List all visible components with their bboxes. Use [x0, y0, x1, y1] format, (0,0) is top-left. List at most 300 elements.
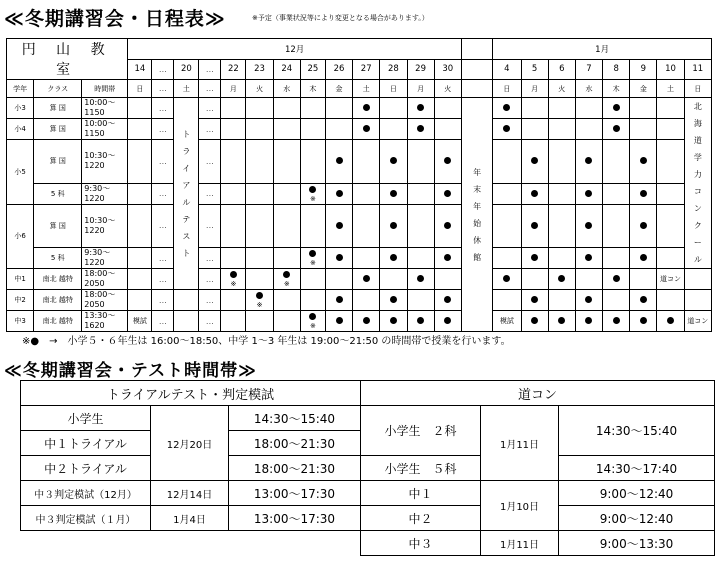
date-body-cell [407, 119, 434, 140]
test-name: 中１ [361, 481, 481, 506]
weekday-cell: … [152, 80, 174, 98]
date-body-cell: … [152, 311, 174, 332]
class-day-dot [230, 271, 237, 278]
date-cell: 14 [128, 59, 152, 80]
moshi-label: 模試 [499, 317, 514, 325]
test-time: 13:00〜17:30 [229, 481, 361, 506]
date-body-cell [630, 98, 657, 119]
date-body-cell: … [199, 98, 221, 119]
date-body-cell [603, 140, 630, 184]
date-body-cell [434, 119, 461, 140]
test-time: 9:00〜13:30 [559, 531, 715, 556]
date-body-cell [128, 311, 152, 332]
date-body-cell [493, 269, 521, 290]
date-body-cell [273, 204, 300, 248]
date-body-cell [273, 311, 300, 332]
date-body-cell [684, 269, 711, 290]
class-day-dot [363, 317, 370, 324]
time-cell: 18:00〜 2050 [82, 290, 128, 311]
date-body-cell [174, 311, 199, 332]
docon-cell: 北 海 道 学 力 コ ン ク ー ル [684, 98, 711, 269]
date-body-cell [548, 119, 575, 140]
date-body-cell [493, 311, 521, 332]
class-day-dot [613, 104, 620, 111]
note-mark: ※ [256, 301, 263, 309]
class-day-dot [531, 222, 538, 229]
weekday-cell: 土 [174, 80, 199, 98]
date-body-cell [128, 140, 152, 184]
date-body-cell [300, 98, 325, 119]
date-body-cell [273, 248, 300, 269]
weekday-cell: 火 [246, 80, 273, 98]
date-body-cell [575, 183, 602, 204]
date-cell: 11 [684, 59, 711, 80]
date-body-cell [221, 269, 246, 290]
date-body-cell: … [152, 248, 174, 269]
date-body-cell [407, 269, 434, 290]
date-body-cell [221, 204, 246, 248]
date-body-cell [575, 204, 602, 248]
note-mark: ※ [230, 280, 237, 288]
date-body-cell [246, 269, 273, 290]
class-cell: 算 国 [34, 119, 82, 140]
date-body-cell [603, 269, 630, 290]
date-body-cell [407, 248, 434, 269]
class-cell: 5 科 [34, 248, 82, 269]
date-body-cell [128, 204, 152, 248]
date-body-cell: … [199, 290, 221, 311]
date-body-cell [128, 248, 152, 269]
date-cell: 22 [221, 59, 246, 80]
class-day-dot [585, 254, 592, 261]
class-day-dot [531, 317, 538, 324]
date-body-cell: … [199, 119, 221, 140]
note-mark: ※ [283, 280, 290, 288]
date-body-cell [325, 311, 352, 332]
class-day-dot [417, 317, 424, 324]
date-body-cell [407, 204, 434, 248]
date-body-cell [380, 119, 407, 140]
class-day-dot [390, 157, 397, 164]
class-day-dot [613, 125, 620, 132]
class-day-dot [336, 190, 343, 197]
date-body-cell [575, 140, 602, 184]
class-day-dot [585, 317, 592, 324]
date-body-cell [548, 140, 575, 184]
date-body-cell [353, 98, 380, 119]
date-body-cell [521, 290, 548, 311]
test-time: 18:00〜21:30 [229, 456, 361, 481]
date-body-cell [221, 183, 246, 204]
date-body-cell [273, 269, 300, 290]
class-cell: 南北 越特 [34, 290, 82, 311]
holiday-cell: 年 末 年 始 休 館 [461, 98, 492, 332]
date-body-cell [353, 290, 380, 311]
class-header: クラス [34, 80, 82, 98]
time-cell: 10:00〜 1150 [82, 98, 128, 119]
date-body-cell: … [152, 290, 174, 311]
test-date: 12月14日 [151, 481, 229, 506]
date-body-cell [603, 311, 630, 332]
weekday-cell: 火 [434, 80, 461, 98]
date-body-cell [548, 248, 575, 269]
test-time: 14:30〜15:40 [229, 406, 361, 431]
date-body-cell [493, 119, 521, 140]
date-body-cell [603, 183, 630, 204]
class-day-dot [613, 317, 620, 324]
class-day-dot [283, 271, 290, 278]
date-body-cell [575, 119, 602, 140]
date-cell: 24 [273, 59, 300, 80]
date-body-cell [630, 269, 657, 290]
class-day-dot [390, 222, 397, 229]
class-day-dot [640, 296, 647, 303]
date-body-cell: … [152, 140, 174, 184]
test-time-table [20, 380, 715, 556]
date-body-cell [128, 98, 152, 119]
gap-cell [461, 80, 492, 98]
class-cell: 南北 越特 [34, 311, 82, 332]
date-body-cell [300, 269, 325, 290]
date-cell: 4 [493, 59, 521, 80]
date-body-cell [434, 269, 461, 290]
test-time: 18:00〜21:30 [229, 431, 361, 456]
date-body-cell [273, 119, 300, 140]
date-body-cell [325, 183, 352, 204]
class-day-dot [444, 222, 451, 229]
date-body-cell [630, 204, 657, 248]
date-body-cell [575, 290, 602, 311]
grade-cell: 小4 [7, 119, 34, 140]
grade-cell: 小6 [7, 204, 34, 269]
date-body-cell [246, 248, 273, 269]
moshi-label: 模試 [132, 317, 147, 325]
date-body-cell [657, 98, 684, 119]
date-body-cell [128, 119, 152, 140]
date-body-cell [521, 311, 548, 332]
class-time-note: ※● → 小学５・６年生は 16:00〜18:50、中学 1〜3 年生は 19:00〜21:50 の時間帯で授業を行います。 [22, 336, 511, 347]
class-day-dot [531, 296, 538, 303]
test-time: 9:00〜12:40 [559, 506, 715, 531]
note-mark: ※ [309, 259, 316, 267]
test-date: 12月20日 [151, 406, 229, 481]
class-cell: 南北 越特 [34, 269, 82, 290]
date-body-cell [434, 98, 461, 119]
date-body-cell [657, 183, 684, 204]
date-body-cell [434, 204, 461, 248]
class-day-dot [336, 254, 343, 261]
grade-cell: 中2 [7, 290, 34, 311]
class-day-dot [444, 157, 451, 164]
schedule-table [6, 38, 712, 332]
date-body-cell [603, 204, 630, 248]
date-body-cell [548, 204, 575, 248]
date-body-cell [325, 140, 352, 184]
date-body-cell: … [152, 98, 174, 119]
date-body-cell [246, 290, 273, 311]
date-body-cell [657, 311, 684, 332]
weekday-cell: … [199, 80, 221, 98]
date-body-cell [380, 98, 407, 119]
class-day-dot [640, 190, 647, 197]
date-body-cell [493, 290, 521, 311]
date-body-cell [353, 204, 380, 248]
date-body-cell [246, 204, 273, 248]
class-day-dot [336, 157, 343, 164]
weekday-cell: 金 [325, 80, 352, 98]
class-day-dot [503, 104, 510, 111]
date-body-cell [246, 98, 273, 119]
class-day-dot [256, 292, 263, 299]
class-day-dot [444, 254, 451, 261]
class-day-dot [417, 104, 424, 111]
date-body-cell [630, 119, 657, 140]
date-body-cell [380, 204, 407, 248]
test-name: 中３ [361, 531, 481, 556]
weekday-cell: 木 [300, 80, 325, 98]
date-body-cell [300, 311, 325, 332]
note-mark: ※ [309, 194, 316, 203]
weekday-cell: 水 [575, 80, 602, 98]
schedule-note: ※予定（事業状況等により変更となる場合があります。） [252, 14, 429, 22]
class-day-dot [336, 222, 343, 229]
date-body-cell [300, 248, 325, 269]
section-title: ≪冬期講習会・テスト時間帯≫ [4, 361, 257, 381]
class-day-dot [390, 317, 397, 324]
gap-cell [461, 59, 492, 80]
date-body-cell: … [199, 183, 221, 204]
date-body-cell [407, 290, 434, 311]
date-cell: … [152, 59, 174, 80]
date-body-cell: … [199, 311, 221, 332]
month-january: 1月 [493, 39, 712, 60]
date-body-cell [325, 248, 352, 269]
grade-cell: 中1 [7, 269, 34, 290]
date-body-cell [221, 119, 246, 140]
test-name: 中３判定模試（１月） [21, 506, 151, 531]
class-day-dot [531, 157, 538, 164]
weekday-cell: 土 [353, 80, 380, 98]
date-body-cell [521, 140, 548, 184]
date-body-cell [434, 140, 461, 184]
grade-cell: 小3 [7, 98, 34, 119]
weekday-cell: 日 [128, 80, 152, 98]
test-name: 中２トライアル [21, 456, 151, 481]
date-body-cell [353, 140, 380, 184]
date-body-cell [246, 183, 273, 204]
date-body-cell [493, 98, 521, 119]
date-cell: 26 [325, 59, 352, 80]
date-body-cell [575, 98, 602, 119]
date-body-cell [353, 269, 380, 290]
class-day-dot [585, 222, 592, 229]
page-title: ≪冬期講習会・日程表≫ [4, 8, 226, 30]
class-day-dot [640, 317, 647, 324]
class-day-dot [444, 296, 451, 303]
weekday-cell: 火 [548, 80, 575, 98]
class-day-dot [309, 313, 316, 320]
weekday-cell: 土 [657, 80, 684, 98]
date-body-cell [128, 183, 152, 204]
date-body-cell [684, 290, 711, 311]
date-body-cell [380, 290, 407, 311]
test-name: 小学生 [21, 406, 151, 431]
date-body-cell [521, 119, 548, 140]
date-body-cell [353, 119, 380, 140]
class-day-dot [444, 190, 451, 197]
date-cell: 20 [174, 59, 199, 80]
date-body-cell [657, 290, 684, 311]
test-name: 小学生 ２科 [361, 406, 481, 456]
date-body-cell [603, 248, 630, 269]
date-body-cell [575, 311, 602, 332]
date-cell: 29 [407, 59, 434, 80]
date-body-cell [407, 98, 434, 119]
test-name: 中３判定模試（12月） [21, 481, 151, 506]
class-day-dot [390, 190, 397, 197]
date-body-cell [630, 140, 657, 184]
date-body-cell [521, 269, 548, 290]
date-body-cell [300, 119, 325, 140]
date-body-cell [657, 248, 684, 269]
date-body-cell [300, 290, 325, 311]
date-cell: 23 [246, 59, 273, 80]
date-body-cell [434, 290, 461, 311]
class-day-dot [417, 275, 424, 282]
date-body-cell [521, 183, 548, 204]
class-day-dot [363, 104, 370, 111]
date-body-cell [353, 311, 380, 332]
date-body-cell [353, 248, 380, 269]
date-body-cell: … [152, 119, 174, 140]
time-cell: 9:30〜 1220 [82, 248, 128, 269]
date-body-cell [407, 140, 434, 184]
date-body-cell [174, 290, 199, 311]
date-body-cell [521, 248, 548, 269]
grade-header: 学年 [7, 80, 34, 98]
weekday-cell: 日 [380, 80, 407, 98]
date-body-cell [380, 269, 407, 290]
date-body-cell [603, 119, 630, 140]
class-day-dot [585, 190, 592, 197]
date-body-cell [221, 140, 246, 184]
date-body-cell [325, 204, 352, 248]
class-cell: 算 国 [34, 204, 82, 248]
date-body-cell [493, 183, 521, 204]
date-cell: 27 [353, 59, 380, 80]
date-cell: 8 [603, 59, 630, 80]
date-body-cell [548, 311, 575, 332]
weekday-cell: 月 [407, 80, 434, 98]
class-day-dot [558, 317, 565, 324]
docon-label: 道コン [660, 275, 682, 283]
date-body-cell [493, 140, 521, 184]
class-cell: 5 科 [34, 183, 82, 204]
time-header: 時間帯 [82, 80, 128, 98]
date-body-cell: … [199, 269, 221, 290]
grade-cell: 中3 [7, 311, 34, 332]
test-time: 14:30〜17:40 [559, 456, 715, 481]
weekday-cell: 日 [493, 80, 521, 98]
date-body-cell [657, 269, 684, 290]
date-body-cell [325, 119, 352, 140]
date-body-cell [273, 183, 300, 204]
test-name: 小学生 ５科 [361, 456, 481, 481]
date-body-cell: … [152, 269, 174, 290]
class-day-dot [585, 157, 592, 164]
class-day-dot [585, 296, 592, 303]
date-body-cell [325, 98, 352, 119]
class-day-dot [363, 125, 370, 132]
date-body-cell [128, 269, 152, 290]
date-body-cell [325, 269, 352, 290]
date-body-cell [407, 183, 434, 204]
weekday-cell: 月 [521, 80, 548, 98]
date-body-cell [630, 290, 657, 311]
date-body-cell [273, 290, 300, 311]
date-body-cell [380, 183, 407, 204]
date-body-cell: … [199, 140, 221, 184]
date-body-cell [548, 183, 575, 204]
date-cell: 9 [630, 59, 657, 80]
time-cell: 13:30〜 1620 [82, 311, 128, 332]
date-body-cell [221, 311, 246, 332]
date-cell: 25 [300, 59, 325, 80]
date-body-cell [575, 269, 602, 290]
class-day-dot [640, 254, 647, 261]
weekday-cell: 月 [221, 80, 246, 98]
date-body-cell [575, 248, 602, 269]
date-body-cell [434, 248, 461, 269]
weekday-cell: 金 [630, 80, 657, 98]
test-date: 1月11日 [481, 406, 559, 481]
time-cell: 10:00〜 1150 [82, 119, 128, 140]
trial-header: トライアルテスト・判定模試 [21, 381, 361, 406]
date-cell: 5 [521, 59, 548, 80]
date-body-cell [630, 248, 657, 269]
date-cell: 10 [657, 59, 684, 80]
date-body-cell [380, 140, 407, 184]
test-date: 1月4日 [151, 506, 229, 531]
class-day-dot [503, 275, 510, 282]
date-body-cell [684, 311, 711, 332]
class-day-dot [558, 275, 565, 282]
class-day-dot [613, 275, 620, 282]
school-name: 円 山 教 室 [7, 39, 128, 80]
date-cell: 7 [575, 59, 602, 80]
date-body-cell [246, 119, 273, 140]
class-day-dot [444, 317, 451, 324]
date-body-cell [246, 311, 273, 332]
date-body-cell [380, 248, 407, 269]
class-day-dot [640, 222, 647, 229]
test-name: 中２ [361, 506, 481, 531]
weekday-cell: 水 [273, 80, 300, 98]
date-body-cell [353, 183, 380, 204]
gap-cell [461, 39, 492, 60]
date-body-cell [380, 311, 407, 332]
date-cell: 28 [380, 59, 407, 80]
class-day-dot [336, 317, 343, 324]
blank-cell [21, 531, 361, 556]
date-body-cell [407, 311, 434, 332]
test-time: 9:00〜12:40 [559, 481, 715, 506]
weekday-cell: 木 [603, 80, 630, 98]
grade-cell: 小5 [7, 140, 34, 205]
time-cell: 10:30〜 1220 [82, 140, 128, 184]
docon-header: 道コン [361, 381, 715, 406]
class-day-dot [390, 254, 397, 261]
